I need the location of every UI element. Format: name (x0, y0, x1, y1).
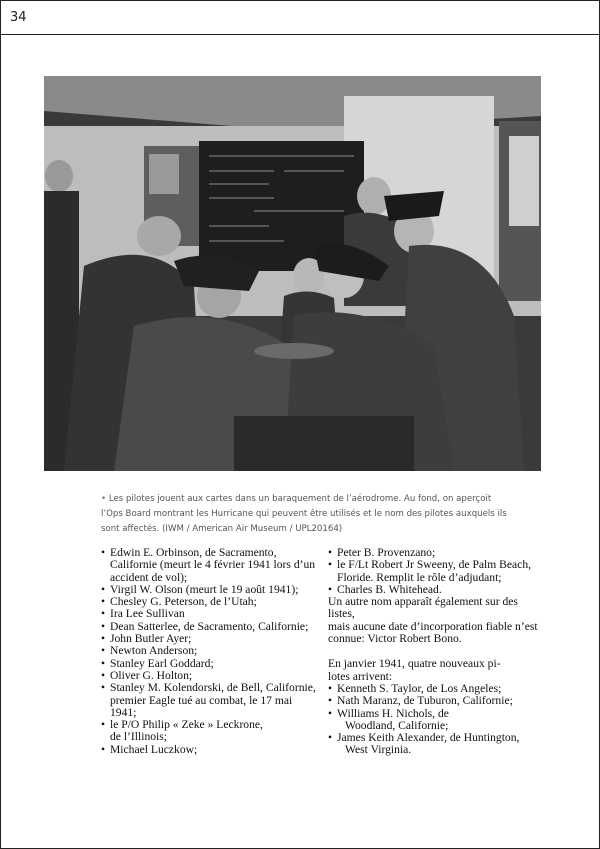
photo-illustration (44, 76, 541, 471)
caption-line: l’Ops Board montrant les Hurricane qui peuvent être utilisés et le nom des pilotes auxquels ils (101, 509, 507, 519)
list-item: • Dean Satterlee, de Sacramento, Californie; (101, 621, 316, 633)
list-item: • James Keith Alexander, de Huntington, West Virginia. (328, 732, 541, 757)
list-item: • Charles B. Whitehead. (328, 584, 541, 596)
paragraph: Un autre nom apparaît également sur des listes, mais aucune date d’incorporation fiable n’est connue: Victor Robert Bono. (328, 595, 538, 646)
left-column (101, 547, 316, 756)
photo (44, 76, 541, 471)
list-item: • Oliver G. Holton; (101, 670, 316, 682)
list-item: • Williams H. Nichols, de Woodland, Californie; (328, 708, 541, 733)
page-number: 34 (10, 10, 27, 25)
list-item: • Virgil W. Olson (meurt le 19 août 1941); (101, 584, 316, 596)
list-item: • Stanley M. Kolendorski, de Bell, Californie, premier Eagle tué au combat, le 17 mai 1941; (101, 682, 316, 719)
caption-line: Les pilotes jouent aux cartes dans un baraquement de l’aérodrome. Au fond, on aperçoit (108, 494, 492, 504)
photo-caption (101, 492, 541, 537)
list-item: • Edwin E. Orbinson, de Sacramento, Californie (meurt le 4 février 1941 lors d’un accident de vol); (101, 547, 316, 584)
page-header (1, 1, 599, 35)
right-column (328, 547, 541, 757)
list-item: • John Butler Ayer; (101, 633, 316, 645)
list-item: • Michael Luczkow; (101, 744, 316, 756)
list-item: • Stanley Earl Goddard; (101, 658, 316, 670)
pilot-list-left (101, 547, 316, 756)
list-item: • Chesley G. Peterson, de l’Utah; (101, 596, 316, 608)
paragraph: En janvier 1941, quatre nouveaux pi- lotes arrivent: (328, 657, 501, 683)
list-item: • Ira Lee Sullivan (101, 608, 316, 620)
list-item: • le P/O Philip « Zeke » Leckrone, de l’Illinois; (101, 719, 316, 744)
pilot-list-right-top (328, 547, 541, 596)
list-item: • Newton Anderson; (101, 645, 316, 657)
list-item: • Peter B. Provenzano; (328, 547, 541, 559)
list-item: • le F/Lt Robert Jr Sweeny, de Palm Beach, Floride. Remplit le rôle d’adjudant; (328, 559, 541, 584)
list-item: • Kenneth S. Taylor, de Los Angeles; (328, 683, 541, 695)
list-item: • Nath Maranz, de Tuburon, Californie; (328, 695, 541, 707)
caption-line: sont affectés. (IWM / American Air Museum / UPL20164) (101, 524, 343, 534)
pilot-list-right-bottom (328, 683, 541, 757)
caption-bullet: • (101, 494, 107, 504)
